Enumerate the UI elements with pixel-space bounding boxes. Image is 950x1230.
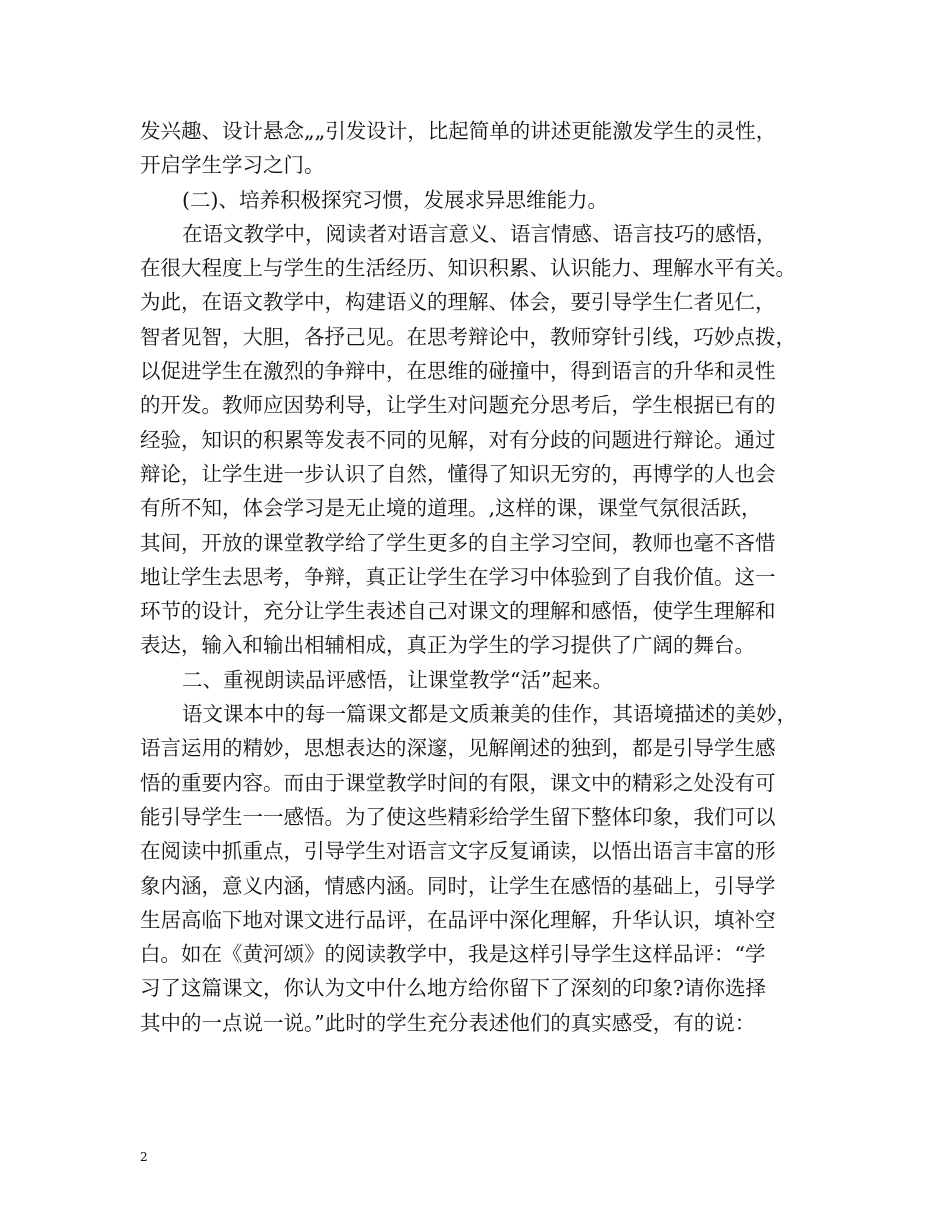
text-line: 白。如在《黄河颂》的阅读教学中，我是这样引导学生这样品评：“学 bbox=[140, 942, 766, 967]
text-line: 智者见智，大胆，各抒己见。在思考辩论中，教师穿针引线，巧妙点拨， bbox=[140, 324, 796, 349]
paragraph-start: 语文课本中的每一篇课文都是文质兼美的佳作，其语境描述的美妙， bbox=[182, 702, 797, 727]
text-line: 有所不知，体会学习是无止境的道理。,这样的课，课堂气氛很活跃， bbox=[140, 496, 762, 521]
text-line: 生居高临下地对课文进行品评，在品评中深化理解，升华认识，填补空 bbox=[140, 907, 776, 932]
text-line: 其中的一点说一说。”此时的学生充分表述他们的真实感受，有的说： bbox=[140, 1010, 756, 1035]
text-line: 为此，在语文教学中，构建语义的理解、体会，要引导学生仁者见仁， bbox=[140, 290, 776, 315]
text-line: 能引导学生一一感悟。为了使这些精彩给学生留下整体印象，我们可以 bbox=[140, 804, 776, 829]
text-line: 在阅读中抓重点，引导学生对语言文字反复诵读，以悟出语言丰富的形 bbox=[140, 839, 776, 864]
section-heading: 二、重视朗读品评感悟，让课堂教学“活”起来。 bbox=[182, 667, 613, 692]
text-line: 以促进学生在激烈的争辩中，在思维的碰撞中，得到语言的升华和灵性 bbox=[140, 359, 776, 384]
text-line: 经验，知识的积累等发表不同的见解，对有分歧的问题进行辩论。通过 bbox=[140, 427, 776, 452]
text-line: 悟的重要内容。而由于课堂教学时间的有限，课文中的精彩之处没有可 bbox=[140, 770, 776, 795]
page-number: 2 bbox=[140, 1150, 148, 1164]
text-line: 习了这篇课文，你认为文中什么地方给你留下了深刻的印象?请你选择 bbox=[140, 976, 766, 1001]
text-line: 象内涵，意义内涵，情感内涵。同时，让学生在感悟的基础上，引导学 bbox=[140, 873, 776, 898]
text-line: 的开发。教师应因势利导，让学生对问题充分思考后，学生根据已有的 bbox=[140, 393, 776, 418]
text-line: 环节的设计，充分让学生表述自己对课文的理解和感悟，使学生理解和 bbox=[140, 599, 776, 624]
section-heading: (二)、培养积极探究习惯，发展求异思维能力。 bbox=[182, 187, 608, 212]
text-line: 在很大程度上与学生的生活经历、知识积累、认识能力、理解水平有关。 bbox=[140, 256, 796, 281]
body-text bbox=[140, 114, 830, 1040]
paragraph-start: 在语文教学中，阅读者对语言意义、语言情感、语言技巧的感悟， bbox=[182, 221, 777, 246]
text-line: 开启学生学习之门。 bbox=[140, 153, 325, 178]
text-line: 表达，输入和输出相辅相成，真正为学生的学习提供了广阔的舞台。 bbox=[140, 633, 755, 658]
text-line: 地让学生去思考，争辩，真正让学生在学习中体验到了自我价值。这一 bbox=[140, 564, 776, 589]
text-line: 其间，开放的课堂教学给了学生更多的自主学习空间，教师也毫不吝惜 bbox=[140, 530, 776, 555]
text-line: 语言运用的精妙，思想表达的深邃，见解阐述的独到，都是引导学生感 bbox=[140, 736, 776, 761]
text-line: 辩论，让学生进一步认识了自然，懂得了知识无穷的，再博学的人也会 bbox=[140, 461, 776, 486]
text-line: 发兴趣、设计悬念„„引发设计，比起简单的讲述更能激发学生的灵性， bbox=[140, 119, 777, 143]
